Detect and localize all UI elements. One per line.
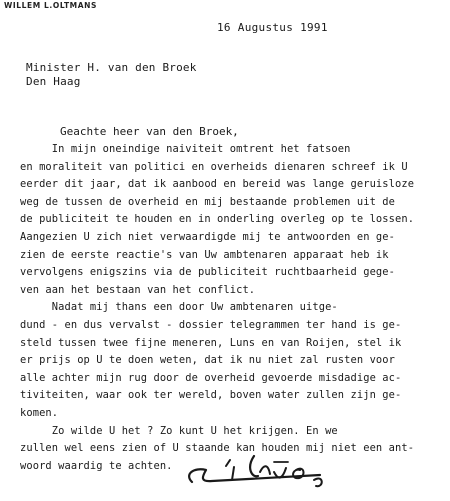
letter-body [20,141,450,475]
body-line: de publiciteit te houden en in onderling overleg op te lossen. [20,213,415,226]
body-line: Nadat mij thans een door Uw ambtenaren uitge- [20,301,338,314]
handwritten-signature [170,450,380,498]
body-line: komen. [20,406,59,419]
body-line: zien de eerste reactie's van Uw ambtenaren apparaat heb ik [20,248,389,261]
body-line: ven aan het bestaan van het conflict. [20,283,256,296]
body-line: Zo wilde U het ? Zo kunt U het krijgen. En we [20,424,338,437]
body-line: Aangezien U zich niet verwaardigde mij te antwoorden en ge- [20,230,395,243]
body-line: tiviteiten, waar ook ter wereld, boven water zullen zijn ge- [20,389,402,402]
body-line: vervolgens enigszins via de publiciteit ruchtbaarheid gege- [20,266,395,279]
letter-date: 16 Augustus 1991 [217,21,328,34]
body-line: alle achter mijn rug door de overheid gevoerde misdadige ac- [20,371,402,384]
body-line: eerder dit jaar, dat ik aanbood en bereid was lange geruisloze [20,178,415,191]
body-line: er prijs op U te doen weten, dat ik nu niet zal rusten voor [20,354,395,367]
body-line: woord waardig te achten. [20,459,173,472]
body-line: weg de tussen de overheid en mij bestaande problemen uit de [20,195,395,208]
recipient-city: Den Haag [26,75,81,88]
recipient-name: Minister H. van den Broek [26,61,197,74]
body-line: In mijn oneindige naiviteit omtrent het fatsoen [20,143,351,155]
body-line: dund - en dus vervalst - dossier telegrammen ter hand is ge- [20,318,402,331]
body-line: en moraliteit van politici en overheids dienaren schreef ik U [20,160,408,173]
letterhead: WILLEM L.OLTMANS [4,1,98,10]
salutation: Geachte heer van den Broek, [60,125,239,138]
body-line: zullen wel eens zien of U staande kan houden mij niet een ant- [20,442,415,455]
body-line: steld tussen twee fijne meneren, Luns en van Roijen, stel ik [20,336,402,349]
